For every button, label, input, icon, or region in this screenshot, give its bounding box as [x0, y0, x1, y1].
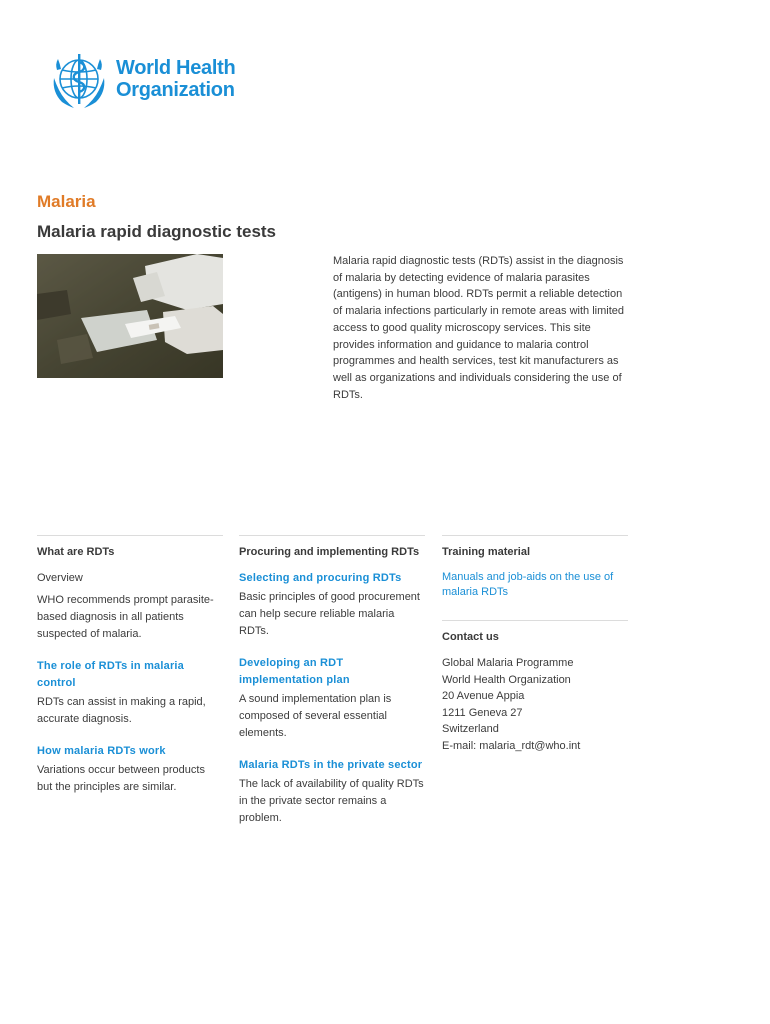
selecting-procuring-text: Basic principles of good procurement can help secure reliable malaria RDTs.	[239, 591, 420, 637]
column-procuring	[239, 535, 425, 842]
section-label: Malaria	[37, 192, 96, 211]
address-line: 20 Avenue Appia	[442, 690, 525, 702]
contact-heading: Contact us	[442, 631, 499, 643]
how-rdts-work-text: Variations occur between products but the principles are similar.	[37, 764, 205, 793]
page-title: Malaria rapid diagnostic tests	[37, 222, 277, 241]
who-emblem-icon	[48, 48, 110, 110]
link-training-material[interactable]: Manuals and job-aids on the use of malaria RDTs	[442, 571, 614, 598]
link-implementation-plan[interactable]: Developing an RDT implementation plan	[239, 657, 350, 686]
who-logo-text	[116, 57, 235, 101]
overview-text: WHO recommends prompt parasite-based diagnosis in all patients suspected of malaria.	[37, 594, 214, 640]
who-logo[interactable]	[48, 48, 235, 110]
address-line: 1211 Geneva 27	[442, 706, 523, 719]
rdt-photo	[37, 254, 223, 378]
column-heading: Procuring and implementing RDTs	[239, 546, 420, 558]
overview-label: Overview	[37, 572, 83, 584]
address-line: World Health Organization	[442, 673, 571, 686]
address-line: Switzerland	[442, 723, 499, 735]
link-role-of-rdts[interactable]: The role of RDTs in malaria control	[37, 660, 185, 689]
email-line[interactable]: E-mail: malaria_rdt@who.int	[442, 739, 581, 752]
address-line: Global Malaria Programme	[442, 657, 574, 669]
link-how-rdts-work[interactable]: How malaria RDTs work	[37, 745, 166, 757]
column-heading: What are RDTs	[37, 546, 115, 558]
address	[442, 655, 628, 754]
role-of-rdts-text: RDTs can assist in making a rapid, accurate diagnosis.	[37, 696, 206, 725]
column-what-are-rdts	[37, 535, 223, 811]
logo-line-1: World Health	[116, 57, 236, 79]
column-training	[442, 535, 628, 754]
intro-paragraph: Malaria rapid diagnostic tests (RDTs) assist in the diagnosis of malaria by detecting evidence of malaria parasites (antigens) in human blood. RDTs permit a reliable detection of malaria infections particularly in remote areas with limited access to good quality microscopy services. This site provides information and guidance to malaria control programmes and health services, test kit manufacturers as well as organizations and individuals considering the use of RDTs.	[333, 255, 625, 401]
link-selecting-procuring[interactable]: Selecting and procuring RDTs	[239, 572, 402, 584]
column-heading: Training material	[442, 546, 531, 558]
implementation-plan-text: A sound implementation plan is composed of several essential elements.	[239, 693, 392, 739]
link-private-sector[interactable]: Malaria RDTs in the private sector	[239, 759, 423, 771]
private-sector-text: The lack of availability of quality RDTs in the private sector remains a problem.	[239, 778, 424, 824]
logo-line-2: Organization	[116, 79, 235, 101]
contact-block	[442, 620, 628, 754]
